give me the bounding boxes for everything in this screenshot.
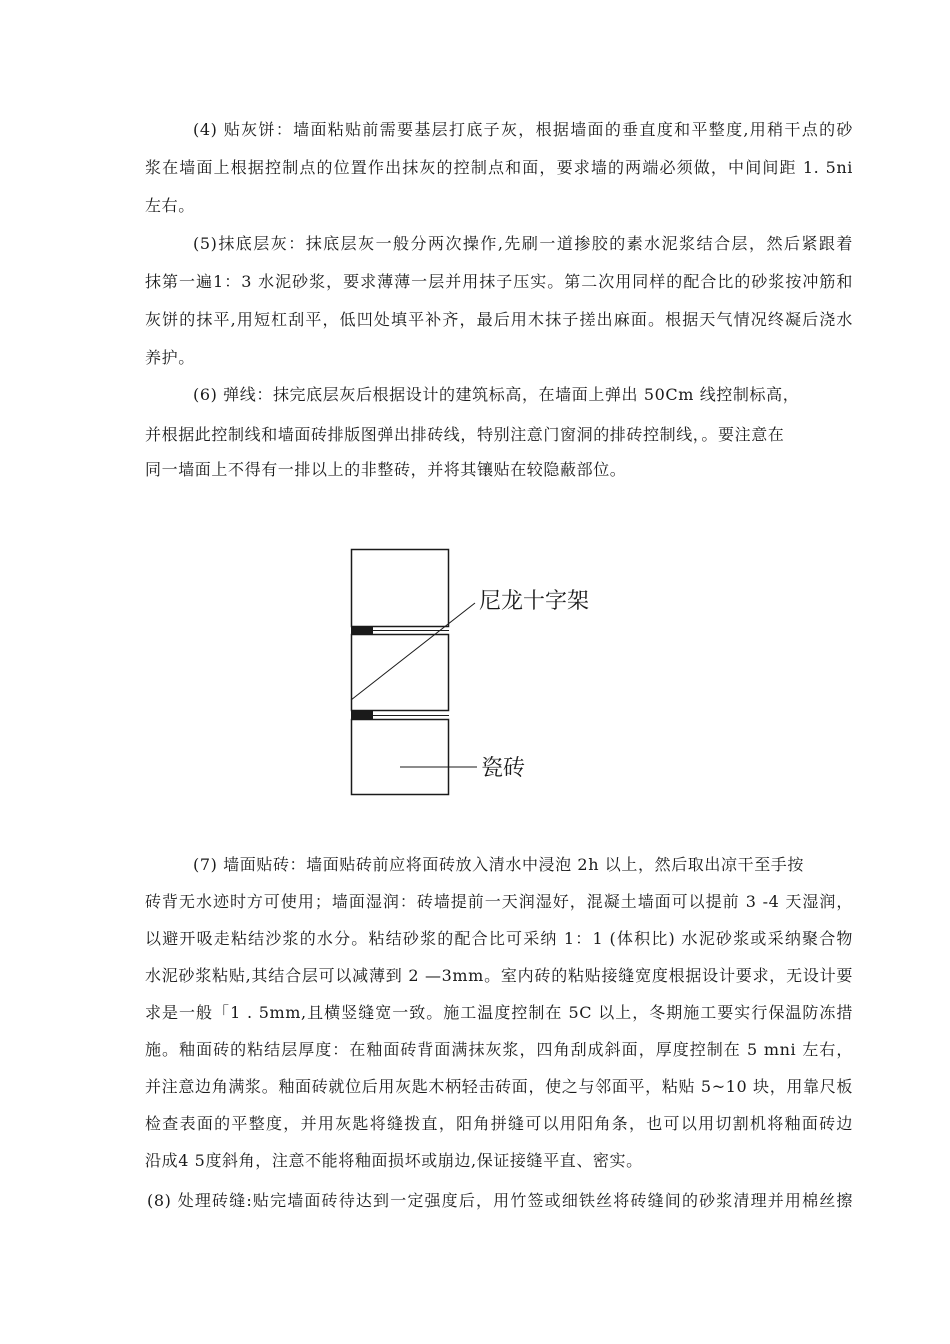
paragraph-7-line-6: 施。釉面砖的粘结层厚度：在釉面砖背面满抹灰浆，四角刮成斜面，厚度控制在 5 mni 左右， [145, 1040, 853, 1059]
tile-layout-diagram [345, 545, 615, 800]
tile-bottom [352, 720, 449, 795]
paragraph-8-line-1: (8) 处理砖缝:贴完墙面砖待达到一定强度后，用竹签或细铁丝将砖缝间的砂浆清理并用棉丝擦 [147, 1191, 853, 1210]
paragraph-6-line-2: 并根据此控制线和墙面砖排版图弹出排砖线，特别注意门窗洞的排砖控制线，。要注意在 [145, 425, 785, 444]
paragraph-4-line-3: 左右。 [145, 196, 195, 215]
paragraph-7-line-8: 检查表面的平整度，并用灰匙将缝拨直，阳角拼缝可以用阳角条，也可以用切割机将釉面砖边 [145, 1114, 853, 1133]
nylon-cross-spacer-lower [351, 711, 373, 719]
tile-middle [352, 635, 449, 711]
tile-top [352, 550, 449, 627]
paragraph-5-line-3: 灰饼的抹平,用短杠刮平，低凹处填平补齐，最后用木抹子搓出麻面。根据天气情况终凝后浇水 [145, 310, 853, 329]
paragraph-7-line-1: (7) 墙面贴砖：墙面贴砖前应将面砖放入清水中浸泡 2h 以上，然后取出凉干至手按 [193, 855, 805, 874]
label-tile: 瓷砖 [481, 756, 526, 781]
paragraph-5-line-1: (5)抹底层灰：抹底层灰一般分两次操作,先刷一道掺胶的素水泥浆结合层，然后紧跟着 [193, 234, 853, 253]
paragraph-5-line-4: 养护。 [145, 348, 195, 367]
paragraph-6-line-1: (6) 弹线：抹完底层灰后根据设计的建筑标高，在墙面上弹出 50Cm 线控制标高， [193, 385, 800, 404]
paragraph-7-line-7: 并注意边角满浆。釉面砖就位后用灰匙木柄轻击砖面，使之与邻面平，粘贴 5~10 块，用靠尺板 [145, 1077, 853, 1096]
paragraph-7-line-5: 求是一般「1 . 5mm,且横竖缝宽一致。施工温度控制在 5C 以上，冬期施工要实行保温防冻措 [145, 1003, 853, 1022]
label-nylon-cross: 尼龙十字架 [479, 589, 590, 614]
paragraph-7-line-2: 砖背无水迹时方可使用；墙面湿润：砖墙提前一天润湿好，混凝土墙面可以提前 3 -4 天湿润， [145, 892, 853, 911]
cross-leader-line [351, 603, 475, 700]
paragraph-7-line-3: 以避开吸走粘结沙浆的水分。粘结砂浆的配合比可采纳 1：1 (体积比) 水泥砂浆或采纳聚合物 [145, 929, 853, 948]
paragraph-5-line-2: 抹第一遍1：3 水泥砂浆，要求薄薄一层并用抹子压实。第二次用同样的配合比的砂浆按冲筋和 [145, 272, 853, 291]
paragraph-7-line-9: 沿成4 5度斜角，注意不能将釉面损坏或崩边,保证接缝平直、密实。 [145, 1151, 643, 1170]
paragraph-4-line-1: (4) 贴灰饼：墙面粘贴前需要基层打底子灰，根据墙面的垂直度和平整度,用稍干点的砂 [193, 120, 853, 139]
paragraph-4-line-2: 浆在墙面上根据控制点的位置作出抹灰的控制点和面，要求墙的两端必须做，中间间距 1. 5ni [145, 158, 853, 177]
paragraph-7-line-4: 水泥砂浆粘贴,其结合层可以减薄到 2 —3mm。室内砖的粘贴接缝宽度根据设计要求，无设计要 [145, 966, 853, 985]
paragraph-6-line-3: 同一墙面上不得有一排以上的非整砖，并将其镶贴在较隐蔽部位。 [145, 460, 627, 479]
nylon-cross-spacer-upper [351, 626, 373, 634]
